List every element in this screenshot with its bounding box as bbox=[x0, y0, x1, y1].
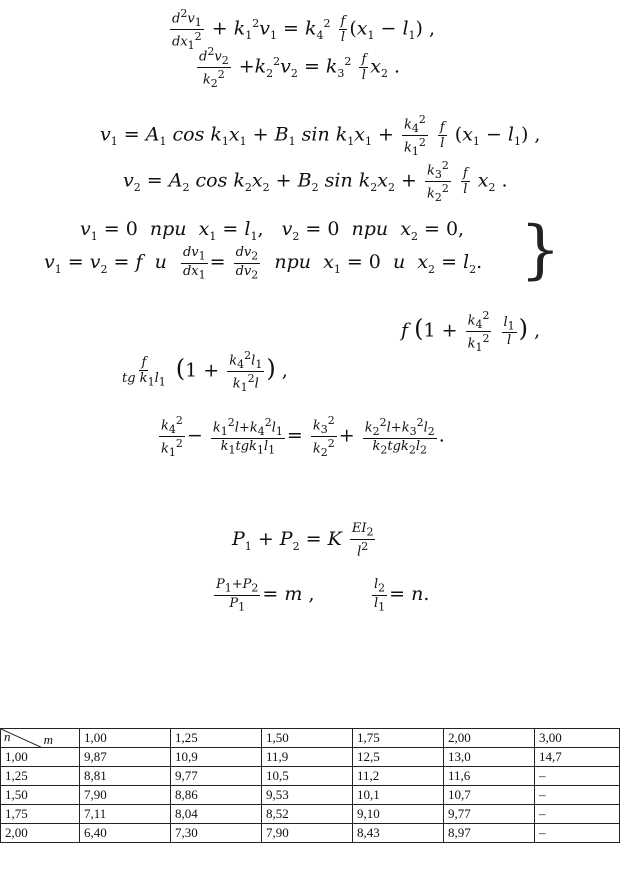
table-cell: 11,2 bbox=[353, 767, 444, 786]
table-cell: 9,77 bbox=[444, 805, 535, 824]
equation-8: $\frac{f}{tg k_1l_1}$ (1 + $\frac{k_4^2l_1}{k_1^2l}$ ) , bbox=[122, 349, 288, 394]
header-cell: 3,00 bbox=[535, 729, 620, 748]
equation-9: $\frac{k_4^2}{k_1^2}$ − $\frac{k_1^2l+k_4^2l_1}{k_1tgk_1l_1}$ = $\frac{k_3^2}{k_2^2}$ + $\frac{k_2^2l+k_3^2l_2}{k_2tgk_2l_2}$ . bbox=[161, 414, 445, 459]
table-cell: 12,5 bbox=[353, 748, 444, 767]
equation-3: $v_1 = A_1$ $\cos k_1x_1 + B_1$ $\sin k_1x_1$ + $\frac{k_4^2}{k_1^2}$ $\frac{f}{l}$ $(x_1 - l_1)$ , bbox=[100, 113, 541, 158]
table-cell: – bbox=[535, 767, 620, 786]
table-header-row bbox=[1, 729, 620, 748]
table-cell: 11,6 bbox=[444, 767, 535, 786]
row-label: 1,25 bbox=[1, 767, 80, 786]
table-row bbox=[1, 805, 620, 824]
corner-label-n: n bbox=[4, 729, 11, 744]
table-cell: 8,04 bbox=[171, 805, 262, 824]
header-cell: 1,50 bbox=[262, 729, 353, 748]
table-cell: 8,52 bbox=[262, 805, 353, 824]
table-cell: 9,10 bbox=[353, 805, 444, 824]
table-cell: 7,30 bbox=[171, 824, 262, 843]
table-row bbox=[1, 786, 620, 805]
table-cell: 13,0 bbox=[444, 748, 535, 767]
table-cell: 10,7 bbox=[444, 786, 535, 805]
table-cell: – bbox=[535, 805, 620, 824]
table-cell: 9,87 bbox=[80, 748, 171, 767]
corner-label-m: m bbox=[43, 732, 53, 747]
table-cell: 7,90 bbox=[262, 824, 353, 843]
equation-11a: $\frac{P_1+P_2}{P_1}$ = m , bbox=[216, 577, 315, 614]
table-cell: 9,53 bbox=[262, 786, 353, 805]
header-cell: 1,25 bbox=[171, 729, 262, 748]
table-row bbox=[1, 748, 620, 767]
table-cell: 6,40 bbox=[80, 824, 171, 843]
diagonal-line bbox=[1, 729, 80, 748]
table-row bbox=[1, 824, 620, 843]
equation-2: $\frac{d^2v_2}{k_2^2}$ $+k_2^2v_2 = k_3^2$ $\frac{f}{l}$ $x_2$ . bbox=[199, 45, 401, 90]
equation-7: f (1 + $\frac{k_4^2}{k_1^2}$ $\frac{l_1}{l}$ ) , bbox=[401, 309, 541, 354]
equation-11b: $\frac{l_2}{l_1}$ = n. bbox=[374, 577, 430, 614]
table-cell: 10,5 bbox=[262, 767, 353, 786]
table-corner-cell bbox=[1, 729, 80, 748]
table-cell: 8,81 bbox=[80, 767, 171, 786]
right-brace: } bbox=[520, 213, 561, 287]
table-cell: 14,7 bbox=[535, 748, 620, 767]
table-cell: 11,9 bbox=[262, 748, 353, 767]
table-cell: – bbox=[535, 786, 620, 805]
row-label: 1,00 bbox=[1, 748, 80, 767]
table-cell: 10,9 bbox=[171, 748, 262, 767]
table-cell: 7,90 bbox=[80, 786, 171, 805]
equation-4: $v_2 = A_2$ $\cos k_2x_2 + B_2$ $\sin k_2x_2$ + $\frac{k_3^2}{k_2^2}$ $\frac{f}{l}$ $x_2$ . bbox=[123, 159, 508, 204]
equation-10: $P_1 + P_2 = K$ $\frac{EI_2}{l^2}$ bbox=[232, 521, 374, 559]
table-row bbox=[1, 767, 620, 786]
table-cell: 10,1 bbox=[353, 786, 444, 805]
equation-1: $\frac{d^2v_1}{dx_1^2}$ + $k_1^2v_1 = k_4^2$ $\frac{f}{l}$ $(x_1 - l_1)$ , bbox=[172, 7, 436, 52]
table-cell: 9,77 bbox=[171, 767, 262, 786]
header-cell: 1,75 bbox=[353, 729, 444, 748]
table-cell: 8,97 bbox=[444, 824, 535, 843]
equation-6: $v_1 = v_2 = f$ и $\frac{dv_1}{dx_1}$ = $\frac{dv_2}{dv_2}$ при $x_1 = 0$ и $x_2 = l_2$. bbox=[44, 245, 483, 282]
header-cell: 2,00 bbox=[444, 729, 535, 748]
row-label: 2,00 bbox=[1, 824, 80, 843]
row-label: 1,75 bbox=[1, 805, 80, 824]
table-cell: – bbox=[535, 824, 620, 843]
table-cell: 8,43 bbox=[353, 824, 444, 843]
equation-5: $v_1 = 0$ при $x_1 = l_1$, $v_2 = 0$ при $x_2 = 0$, bbox=[80, 218, 465, 243]
row-label: 1,50 bbox=[1, 786, 80, 805]
table-cell: 8,86 bbox=[171, 786, 262, 805]
coefficient-table bbox=[0, 728, 620, 843]
header-cell: 1,00 bbox=[80, 729, 171, 748]
table-cell: 7,11 bbox=[80, 805, 171, 824]
